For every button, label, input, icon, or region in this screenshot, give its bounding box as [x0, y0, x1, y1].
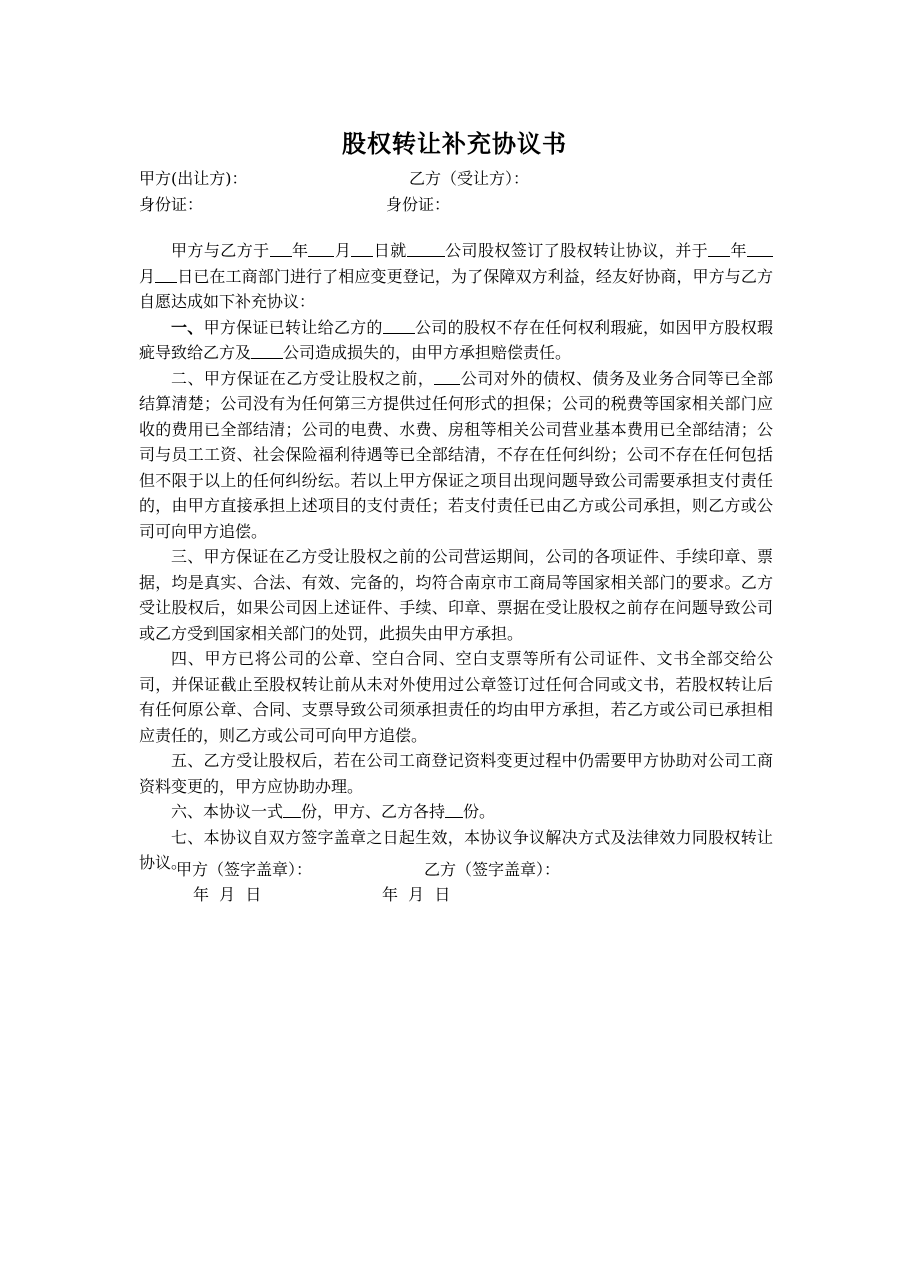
intro-paragraph — [139, 238, 773, 315]
clause-number: 一、 — [171, 317, 204, 337]
party-a-label: 甲方(出让方)： — [139, 169, 248, 188]
intro-text: 月 — [139, 266, 156, 286]
clause-text: 公司对外的债权、债务及业务合同等已全部结算清楚；公司没有为任何第三方提供过任何形式的担保；公司的税费等国家相关部门应收的费用已全部结清；公司的电费、水费、房租等相关公司营业基本费用已全部结清；公司与员工工资、社会保险福利待遇等已全部结清，不存在任何纠纷；公司不存在任何包括但不限于以上的任何纠纷纭。若以上甲方保证之项目出现问题导致公司需要承担支付责任的，由甲方直接承担上述项目的支付责任；若支付责任已由乙方或公司承担，则乙方或公司可向甲方追偿。 — [139, 368, 773, 541]
clause-5: 五、乙方受让股权后，若在公司工商登记资料变更过程中仍需要甲方协助对公司工商资料变更的，甲方应协助办理。 — [139, 751, 773, 796]
party-a-id-label: 身份证： — [139, 195, 204, 214]
intro-text: 公司股权签订了股权转让协议，并于 — [444, 241, 709, 260]
blank-year — [708, 240, 730, 257]
blank-month — [747, 240, 773, 257]
blank-day — [351, 240, 373, 257]
blank-company — [407, 240, 445, 257]
clause-text: 六、本协议一式 — [171, 802, 284, 821]
clause-2 — [139, 366, 773, 545]
agreement-body — [139, 238, 773, 876]
blank-company — [251, 342, 283, 359]
clause-text: 公司的股权不存在任何权利瑕疵，如因甲方股权瑕疵导致给乙方及 — [139, 317, 773, 362]
party-a-signature-label: 甲方（签字盖章）： — [176, 860, 313, 879]
intro-text: 月 — [334, 241, 352, 260]
blank-copies — [445, 801, 463, 818]
clause-text: 份，甲方、乙方各持 — [301, 802, 446, 821]
intro-text: 日已在工商部门进行了相应变更登记，为了保障双方利益，经友好协商，甲方与乙方自愿达成如下补充协议： — [139, 266, 773, 311]
blank-company — [434, 368, 460, 385]
document-title: 股权转让补充协议书 — [342, 130, 567, 158]
party-b-date: 年 月 日 — [382, 885, 451, 904]
party-a-date: 年 月 日 — [193, 885, 262, 904]
blank-day — [155, 266, 177, 283]
clause-text: 二、甲方保证在乙方受让股权之前， — [171, 368, 435, 388]
clause-text: 份。 — [463, 802, 496, 821]
blank-copies — [283, 801, 301, 818]
clause-text: 甲方保证已转让给乙方的 — [203, 317, 383, 337]
blank-company — [383, 317, 415, 334]
intro-text: 日就 — [373, 241, 407, 260]
party-b-id-label: 身份证： — [386, 195, 451, 214]
party-b-signature-label: 乙方（签字盖章）： — [424, 860, 561, 879]
clause-4: 四、甲方已将公司的公章、空白合同、空白支票等所有公司证件、文书全部交给公司，并保证截止至股权转让前从未对外使用过公章签订过任何合同或文书，若股权转让后有任何原公章、合同、支票导致公司须承担责任的均由甲方承担，若乙方或公司已承担相应责任的，则乙方或公司可向甲方追偿。 — [139, 649, 773, 745]
blank-year — [270, 240, 292, 257]
party-b-label: 乙方（受让方）： — [409, 169, 530, 188]
intro-text: 甲方与乙方于 — [171, 241, 270, 260]
intro-text: 年 — [291, 241, 309, 260]
clause-text: 公司造成损失的，由甲方承担赔偿责任。 — [283, 343, 572, 362]
clause-3: 三、甲方保证在乙方受让股权之前的公司营运期间，公司的各项证件、手续印章、票据，均是真实、合法、有效、完备的，均符合南京市工商局等国家相关部门的要求。乙方受让股权后，如果公司因上述证件、手续、印章、票据在受让股权之前存在问题导致公司或乙方受到国家相关部门的处罚，此损失由甲方承担。 — [139, 547, 773, 643]
clause-1 — [139, 315, 773, 366]
clause-7: 七、本协议自双方签字盖章之日起生效，本协议争议解决方式及法律效力同股权转让协议。 — [139, 827, 773, 872]
blank-month — [308, 240, 334, 257]
clause-6 — [139, 799, 773, 825]
intro-text: 年 — [730, 241, 747, 260]
